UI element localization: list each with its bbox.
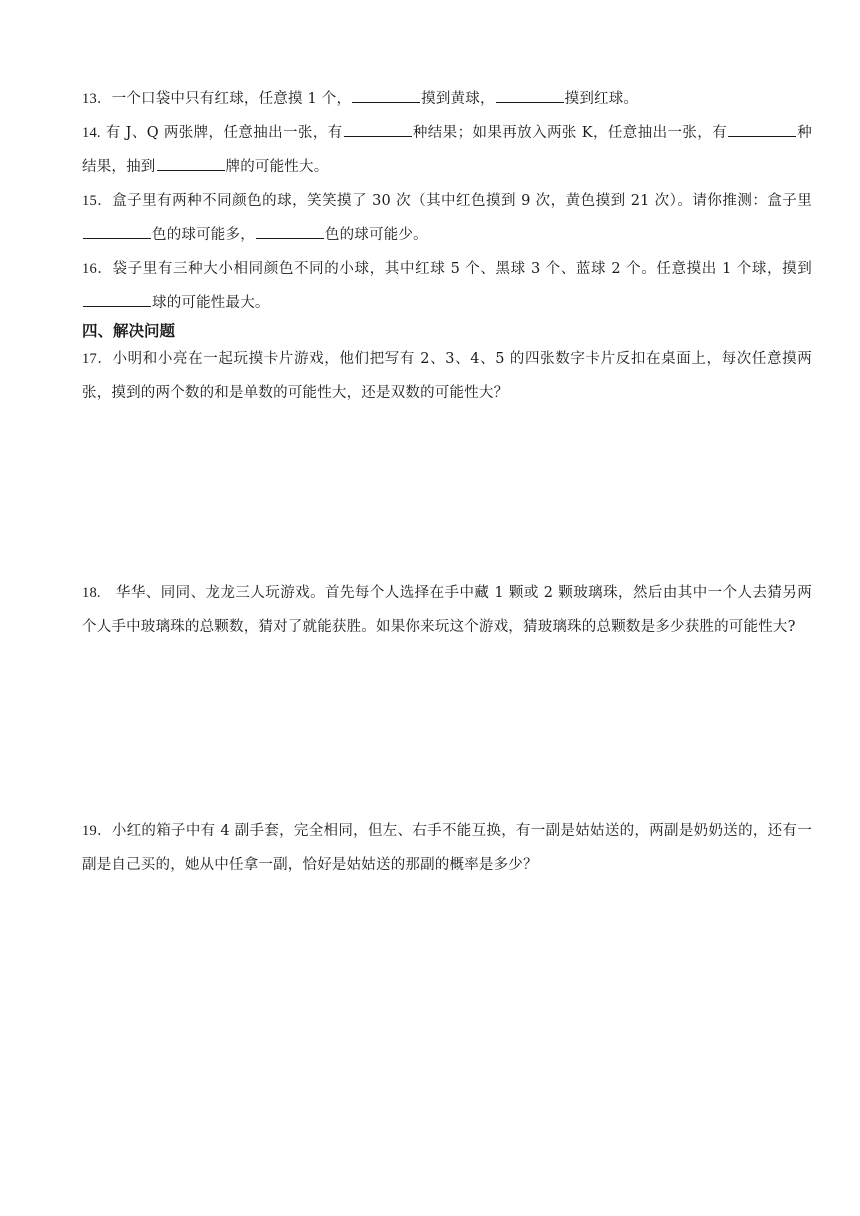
question-text: ．小红的箱子中有 4 副手套，完全相同，但左、右手不能互换，有一副是姑姑送的，两副是奶奶送的，还有一副是自己买的，她从中任拿一副，恰好是姑姑送的那副的概率是多少？ (82, 823, 812, 873)
answer-blank[interactable] (728, 118, 796, 137)
question-18 (82, 576, 812, 644)
question-number: 16 (82, 261, 97, 277)
question-17 (82, 342, 812, 410)
question-14 (82, 116, 812, 184)
question-text: 摸到黄球， (421, 91, 495, 107)
question-text: 种结果，抽到 (82, 125, 813, 175)
answer-blank[interactable] (352, 84, 420, 103)
question-text: 种结果；如果再放入两张 K，任意抽出一张，有 (412, 125, 728, 141)
question-text: 牌的可能性大。 (225, 159, 329, 175)
question-number: 19 (82, 823, 97, 839)
question-text: ．袋子里有三种大小相同颜色不同的小球，其中红球 5 个、黑球 3 个、蓝球 2 个。任意摸出 1 个球，摸到 (96, 261, 812, 277)
question-19 (82, 814, 812, 882)
question-text: 色的球可能多， (152, 227, 255, 243)
answer-blank[interactable] (83, 288, 151, 307)
question-15 (82, 184, 812, 252)
question-number: 13 (82, 91, 97, 107)
question-13 (82, 82, 812, 116)
question-number: 15 (82, 193, 97, 209)
answer-blank[interactable] (157, 152, 225, 171)
answer-blank[interactable] (83, 220, 151, 239)
question-number: 14. (82, 125, 101, 141)
question-text: ．一个口袋中只有红球，任意摸 1 个， (96, 91, 352, 107)
answer-blank[interactable] (344, 118, 412, 137)
question-text: 摸到红球。 (564, 91, 639, 107)
question-number: 18. (82, 585, 101, 601)
question-text: 华华、同同、龙龙三人玩游戏。首先每个人选择在手中藏 1 颗或 2 颗玻璃珠，然后由其中一个人去猜另两个人手中玻璃珠的总颗数，猜对了就能获胜。如果你来玩这个游戏，猜玻璃珠的总颗数是多少获胜的可能性大? (82, 585, 812, 635)
question-16 (82, 252, 812, 320)
question-text: 球的可能性最大。 (152, 295, 270, 311)
question-text: ．盒子里有两种不同颜色的球，笑笑摸了 30 次（其中红色摸到 9 次，黄色摸到 21 次）。请你推测：盒子里 (96, 193, 812, 209)
question-number: 17 (82, 351, 97, 367)
section-heading: 四、解决问题 (82, 322, 176, 340)
question-text: ．小明和小亮在一起玩摸卡片游戏，他们把写有 2、3、4、5 的四张数字卡片反扣在桌面上，每次任意摸两张，摸到的两个数的和是单数的可能性大，还是双数的可能性大？ (82, 351, 812, 401)
question-text: 有 J、Q 两张牌，任意抽出一张，有 (100, 125, 343, 141)
question-text: 色的球可能少。 (324, 227, 428, 243)
answer-blank[interactable] (496, 84, 564, 103)
answer-blank[interactable] (256, 220, 324, 239)
